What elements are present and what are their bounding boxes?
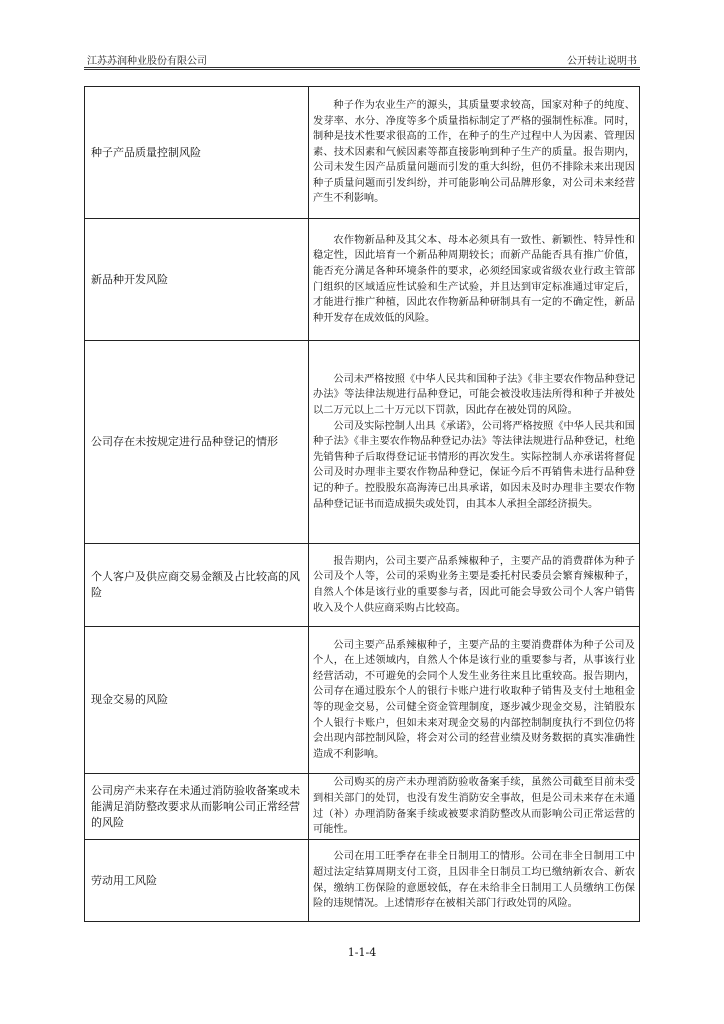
table-row: [85, 774, 640, 840]
risk-description: [309, 774, 640, 840]
page-header: [87, 52, 637, 68]
risk-paragraph: 报告期内，公司主要产品系辣椒种子，主要产品的消费群体为种子公司及个人等，公司的采购业务主要是委托村民委员会繁育辣椒种子，自然人个体是该行业的重要参与者，因此可能会导致公司个人客户销售收入及个人供应商采购占比较高。: [313, 555, 635, 614]
company-name: 江苏苏润种业股份有限公司: [87, 56, 207, 67]
header-rule: [84, 67, 640, 70]
document-title: 公开转让说明书: [567, 56, 637, 67]
table-row: [85, 341, 640, 544]
risk-name: 种子产品质量控制风险: [85, 87, 309, 219]
risk-name: 现金交易的风险: [85, 627, 309, 774]
table-row: [85, 840, 640, 922]
risk-description: [309, 341, 640, 544]
risk-paragraph: 公司在用工旺季存在非全日制用工的情形。公司在非全日制用工中超过法定结算周期支付工资，且因非全日制员工均已缴纳新农合、新农保，缴纳工伤保险的意愿较低，存在未给非全日制用工人员缴纳工伤保险的违规情况。上述情形存在被相关部门行政处罚的风险。: [313, 851, 635, 910]
risk-paragraph: 种子作为农业生产的源头，其质量要求较高，国家对种子的纯度、发芽率、水分、净度等多个质量指标制定了严格的强制性标准。同时，制种是技术性要求很高的工作，在种子的生产过程中人为因素、管理因素、技术因素和气候因素等都直接影响到种子生产的质量。报告期内，公司未发生因产品质量问题而引发的重大纠纷，但仍不排除未来出现因种子质量问题而引发纠纷，并可能影响公司品牌形象，对公司未来经营产生不利影响。: [313, 99, 635, 205]
risk-paragraph: 公司未严格按照《中华人民共和国种子法》《非主要农作物品种登记办法》等法律法规进行品种登记，可能会被没收违法所得和种子并被处以二万元以上二十万元以下罚款，因此存在被处罚的风险。: [313, 373, 635, 417]
risk-paragraph: 农作物新品种及其父本、母本必须具有一致性、新颖性、特异性和稳定性，因此培育一个新品种周期较长；而新产品能否具有推广价值，能否充分满足各种环境条件的要求，必须经国家或省级农业行政主管部门组织的区域适应性试验和生产试验，并且达到审定标准通过审定后，才能进行推广种植，因此农作物新品种研制具有一定的不确定性，新品种开发存在成效低的风险。: [313, 234, 635, 324]
risk-table: [84, 86, 640, 922]
risk-name: 公司存在未按规定进行品种登记的情形: [85, 341, 309, 544]
risk-name: 新品种开发风险: [85, 219, 309, 341]
risk-paragraph: 公司及实际控制人出具《承诺》，公司将严格按照《中华人民共和国种子法》《非主要农作物品种登记办法》等法律法规进行品种登记，杜绝先销售种子后取得登记证书情形的再次发生。实际控制人亦承诺将督促公司及时办理非主要农作物品种登记，保证今后不再销售未进行品种登记的种子。控股股东高海涛已出具承诺，如因未及时办理非主要农作物品种登记证书而造成损失或处罚，由其本人承担全部经济损失。: [313, 420, 635, 510]
risk-name: 个人客户及供应商交易金额及占比较高的风险: [85, 544, 309, 627]
risk-name: 公司房产未来存在未通过消防验收备案或未能满足消防整改要求从而影响公司正常经营的风险: [85, 774, 309, 840]
risk-description: [309, 840, 640, 922]
table-row: [85, 544, 640, 627]
risk-description: [309, 219, 640, 341]
table-row: [85, 627, 640, 774]
table-row: [85, 219, 640, 341]
risk-description: [309, 87, 640, 219]
table-row: [85, 87, 640, 219]
risk-paragraph: 公司主要产品系辣椒种子，主要产品的主要消费群体为种子公司及个人，在上述领域内，自然人个体是该行业的重要参与者，从事该行业经营活动，不可避免的会同个人发生业务往来且比重较高。报告期内，公司存在通过股东个人的银行卡账户进行收取种子销售及支付土地租金等的现金交易，公司健全资金管理制度，逐步减少现金交易，注销股东个人银行卡账户，但如未来对现金交易的内部控制制度执行不到位仍将会出现内部控制风险，将会对公司的经营业绩及财务数据的真实准确性造成不利影响。: [313, 639, 635, 760]
risk-description: [309, 544, 640, 627]
page-number: 1-1-4: [347, 946, 377, 959]
risk-description: [309, 627, 640, 774]
risk-name: 劳动用工风险: [85, 840, 309, 922]
risk-paragraph: 公司购买的房产未办理消防验收备案手续，虽然公司截至目前未受到相关部门的处罚，也没有发生消防安全事故，但是公司未来存在未通过（补）办理消防备案手续或被要求消防整改从而影响公司正常运营的可能性。: [313, 777, 635, 836]
